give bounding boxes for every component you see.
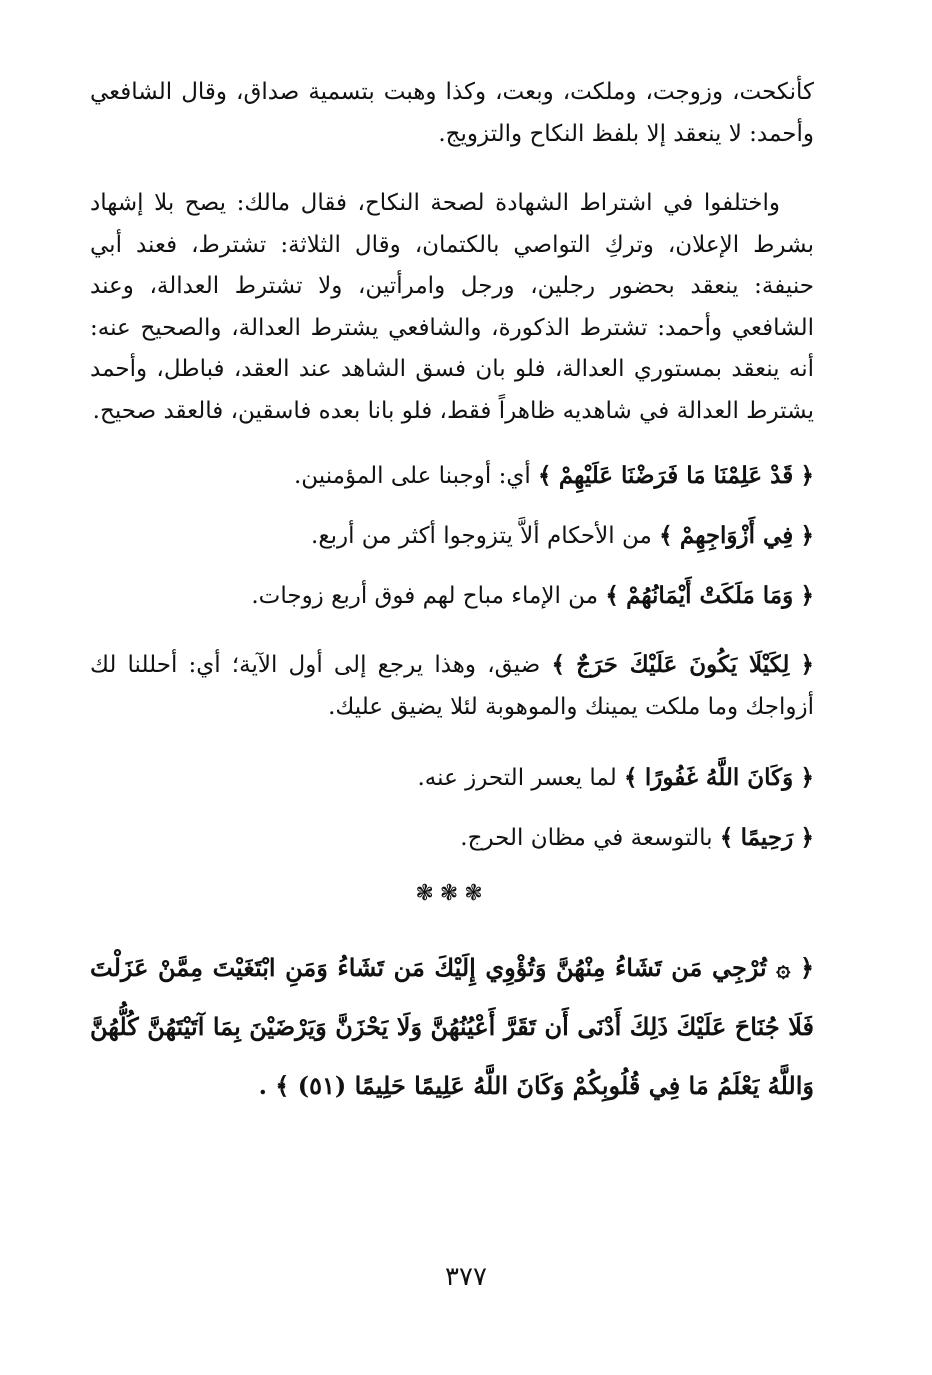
quran-quote: قَدْ عَلِمْنَا مَا فَرَضْنَا عَلَيْهِمْ xyxy=(558,462,794,489)
quran-bracket-open: ﴿ xyxy=(800,764,814,791)
quran-quote: وَمَا مَلَكَتْ أَيْمَانُهُمْ xyxy=(626,582,794,609)
page-number: ٣٧٧ xyxy=(445,1262,487,1292)
explanation-line xyxy=(90,748,814,808)
explanation-line xyxy=(90,808,814,868)
explanation-text: من الأحكام ألاَّ يتزوجوا أكثر من أربع. xyxy=(311,523,652,549)
explanation-text: ضيق، وهذا يرجع إلى أول الآية؛ أي: أحللنا لك أزواجك وما ملكت يمينك والموهوبة لئلا يضيق عليك. xyxy=(90,652,814,720)
explanation-long xyxy=(90,644,814,728)
paragraph-witness-conditions: واختلفوا في اشتراط الشهادة لصحة النكاح، فقال مالك: يصح بلا إشهاد بشرط الإعلان، وتركِ التواصي بالكتمان، وقال الثلاثة: تشترط، فعند أبي حنيفة: ينعقد بحضور رجلين، ورجل وامرأتين، ولا تشترط العدالة، وعند الشافعي وأحمد: تشترط الذكورة، والشافعي يشترط العدالة، والصحيح عنه: أنه ينعقد بمستوري العدالة، فلو بان فسق الشاهد عند العقد، فباطل، وأحمد يشترط العدالة في شاهديه ظاهراً فقط، فلو بانا بعده فاسقين، فالعقد صحيح. xyxy=(90,190,814,424)
quran-bracket-open: ﴿ xyxy=(800,824,814,851)
quran-bracket-close: ﴾ xyxy=(624,764,638,791)
quran-bracket-close: ﴾ xyxy=(659,522,673,549)
section-separator: ❃❃❃ xyxy=(415,881,489,906)
quran-verse-block xyxy=(90,938,814,1115)
quran-bracket-close: ﴾ xyxy=(538,462,552,489)
quran-bracket-close: ﴾ xyxy=(551,651,565,678)
quran-quote: رَحِيمًا xyxy=(740,824,794,851)
quran-bracket-close: ﴾ xyxy=(605,582,619,609)
explanation-text: من الإماء مباح لهم فوق أربع زوجات. xyxy=(251,583,599,609)
quran-quote: فِي أَزْوَاجِهِمْ xyxy=(679,522,794,549)
explanation-text: لما يعسر التحرز عنه. xyxy=(417,765,617,791)
quran-quote: لِكَيْلَا يَكُونَ عَلَيْكَ حَرَجٌ xyxy=(576,651,790,678)
quran-bracket-close: ﴾ xyxy=(719,824,734,851)
explanation-line xyxy=(90,566,814,626)
hizb-mark-icon: ۞ xyxy=(776,953,791,982)
paragraph-marriage-wording: كأنكحت، وزوجت، وملكت، وبعت، وكذا وهبت بتسمية صداق، وقال الشافعي وأحمد: لا ينعقد إلا بلفظ النكاح والتزويج. xyxy=(90,79,814,147)
explanation-line xyxy=(90,506,814,566)
explanation-text: بالتوسعة في مظان الحرج. xyxy=(460,825,713,851)
explanation-line xyxy=(90,446,814,506)
quran-quote: وَكَانَ اللَّهُ غَفُورًا xyxy=(644,764,794,791)
ayah-number: (٥١) xyxy=(297,1071,347,1100)
explanation-text: أي: أوجبنا على المؤمنين. xyxy=(293,463,531,489)
quran-bracket-open: ﴿ xyxy=(800,582,814,609)
book-page xyxy=(90,72,814,1322)
verse-text: تُرْجِي مَن تَشَاءُ مِنْهُنَّ وَتُؤْوِي إِلَيْكَ مَن تَشَاءُ وَمَنِ ابْتَغَيْتَ مِمَّنْ عَزَلْتَ فَلَا جُنَاحَ عَلَيْكَ ذَلِكَ أَدْنَى أَن تَقَرَّ أَعْيُنُهُنَّ وَلَا يَحْزَنَّ وَيَرْضَيْنَ بِمَا آتَيْتَهُنَّ كُلُّهُنَّ وَاللَّهُ يَعْلَمُ مَا فِي قُلُوبِكُمْ وَكَانَ اللَّهُ عَلِيمًا حَلِيمًا xyxy=(90,953,814,1100)
quran-bracket-open: ﴿ xyxy=(799,953,814,982)
quran-bracket-open: ﴿ xyxy=(800,462,814,489)
quran-bracket-open: ﴿ xyxy=(800,651,815,678)
quran-bracket-open: ﴿ xyxy=(800,522,814,549)
quran-bracket-close: ﴾ xyxy=(275,1071,290,1100)
verse-end-punctuation: . xyxy=(258,1071,267,1100)
